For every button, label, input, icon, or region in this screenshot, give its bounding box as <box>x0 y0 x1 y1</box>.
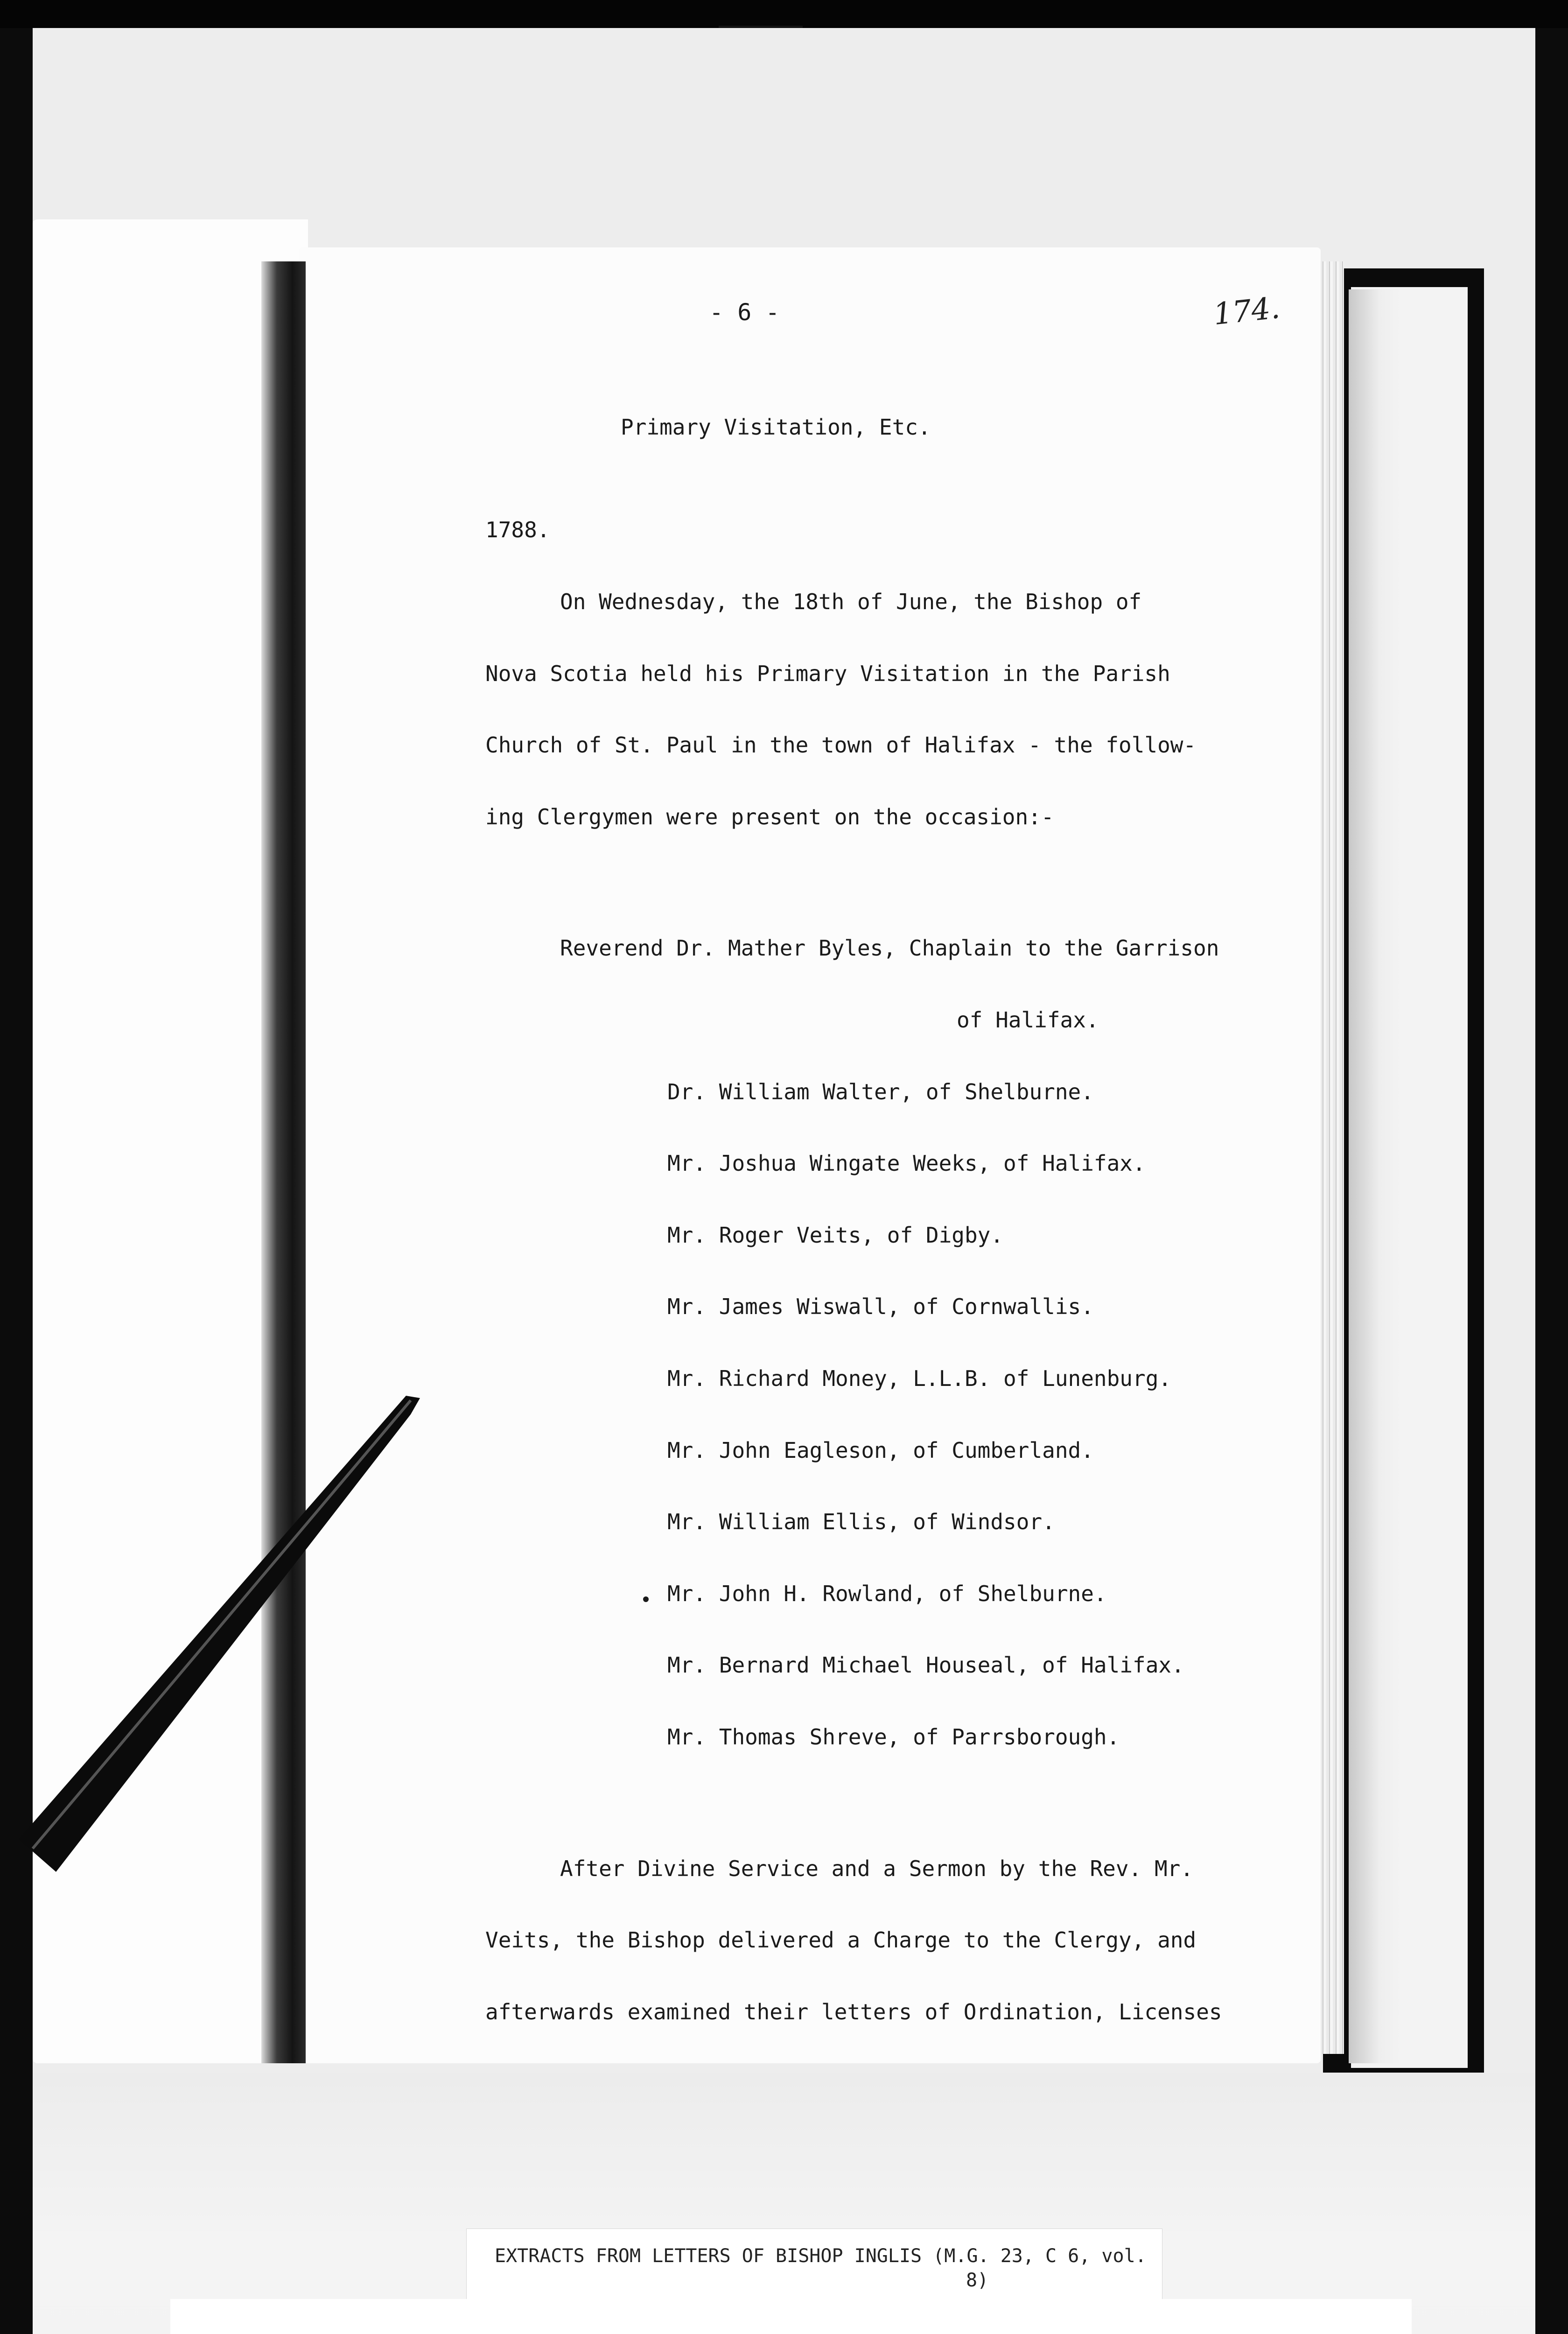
clergy-list-item: Mr. William Ellis, of Windsor. <box>667 1509 1055 1535</box>
clergy-list-item: Reverend Dr. Mather Byles, Chaplain to the Garrison <box>560 935 1219 961</box>
clergy-list-item-cont: of Halifax. <box>957 1007 1099 1033</box>
clergy-list-item: Mr. John Eagleson, of Cumberland. <box>667 1437 1094 1463</box>
clergy-list-item: Mr. James Wiswall, of Cornwallis. <box>667 1294 1094 1320</box>
page-number: - 6 - <box>709 299 780 326</box>
text-line: On Wednesday, the 18th of June, the Bishop of <box>560 589 1142 614</box>
year-marker: 1788. <box>485 517 550 543</box>
section-heading: Primary Visitation, Etc. <box>621 415 931 440</box>
clergy-list-item: Mr. Roger Veits, of Digby. <box>667 1222 1004 1248</box>
clergy-list-item: Mr. Joshua Wingate Weeks, of Halifax. <box>667 1151 1146 1176</box>
page-edge-shadow <box>1349 289 1400 2063</box>
clergy-list-item: Dr. William Walter, of Shelburne. <box>667 1079 1094 1104</box>
reference-slip-line-2: 8) <box>966 2270 989 2291</box>
clergy-list-item: Mr. Richard Money, L.L.B. of Lunenburg. <box>667 1365 1172 1391</box>
reference-slip-line-1: EXTRACTS FROM LETTERS OF BISHOP INGLIS (M.G. 23, C 6, vol. <box>495 2245 1147 2267</box>
text-line: afterwards examined their letters of Ordination, Licenses <box>485 1999 1222 2025</box>
page-body <box>485 411 1297 2334</box>
text-line: Nova Scotia held his Primary Visitation in the Parish <box>485 661 1170 686</box>
clergy-list-item: Mr. Thomas Shreve, of Parrsborough. <box>667 1724 1120 1750</box>
stray-dot <box>643 1596 649 1602</box>
book-gutter <box>261 261 306 2063</box>
handwritten-folio-number: 174. <box>1211 290 1281 332</box>
clergy-list-item: Mr. John H. Rowland, of Shelburne. <box>667 1581 1107 1606</box>
archives-stamp-card <box>170 2299 1412 2334</box>
clergy-list-item: Mr. Bernard Michael Houseal, of Halifax. <box>667 1652 1184 1678</box>
text-line: After Divine Service and a Sermon by the Rev. Mr. <box>560 1856 1194 1881</box>
text-line: Veits, the Bishop delivered a Charge to the Clergy, and <box>485 1927 1197 1953</box>
text-line: ing Clergymen were present on the occasion:- <box>485 804 1054 830</box>
film-border-top <box>0 0 1568 28</box>
text-line: Church of St. Paul in the town of Halifax - the follow- <box>485 732 1197 758</box>
